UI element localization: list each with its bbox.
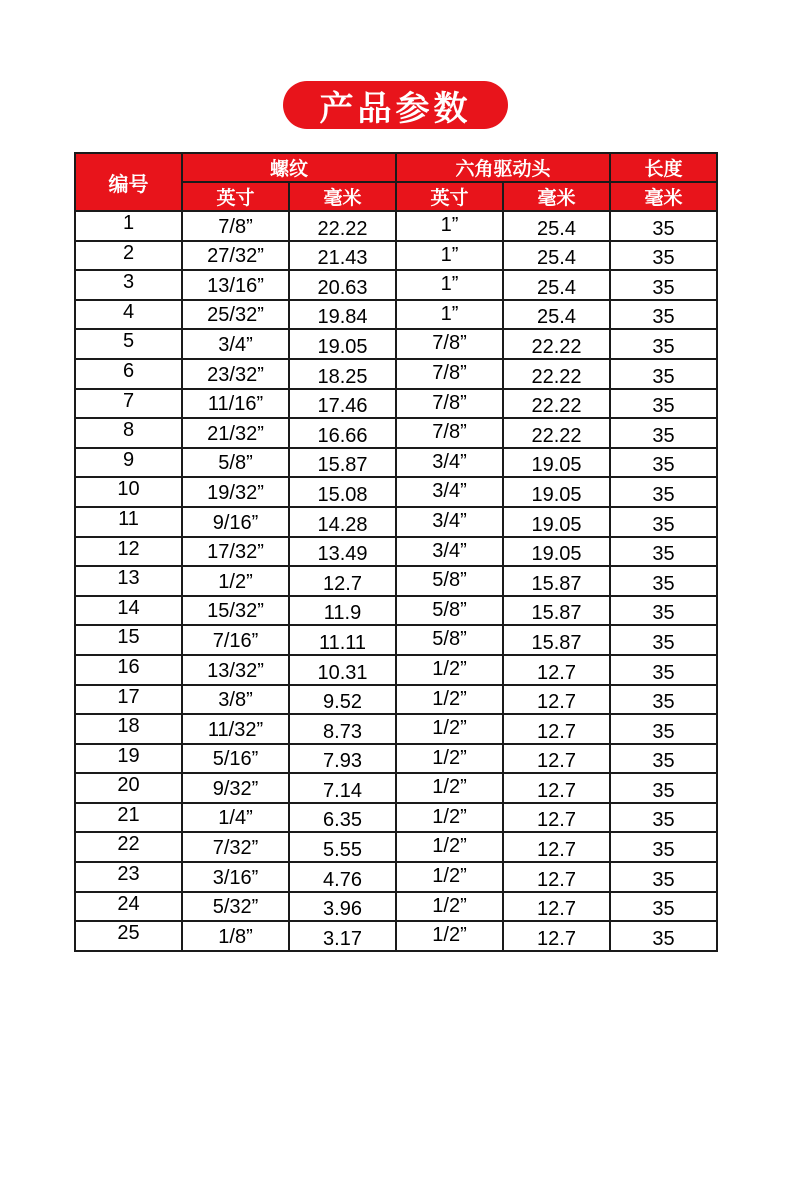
cell-id: 20 <box>75 773 182 803</box>
cell-thread-mm: 3.17 <box>289 921 396 951</box>
cell-id: 15 <box>75 625 182 655</box>
cell-drive-mm: 25.4 <box>503 300 610 330</box>
cell-drive-mm: 19.05 <box>503 477 610 507</box>
cell-drive-mm: 15.87 <box>503 596 610 626</box>
table-header <box>75 153 717 211</box>
cell-thread-mm: 12.7 <box>289 566 396 596</box>
cell-thread-mm: 6.35 <box>289 803 396 833</box>
cell-drive-mm: 12.7 <box>503 803 610 833</box>
cell-thread-mm: 3.96 <box>289 892 396 922</box>
cell-length-mm: 35 <box>610 507 717 537</box>
cell-drive-inch: 1” <box>396 270 503 300</box>
cell-drive-mm: 19.05 <box>503 537 610 567</box>
cell-drive-mm: 15.87 <box>503 566 610 596</box>
cell-length-mm: 35 <box>610 832 717 862</box>
cell-drive-mm: 22.22 <box>503 359 610 389</box>
cell-thread-inch: 21/32” <box>182 418 289 448</box>
cell-length-mm: 35 <box>610 448 717 478</box>
cell-thread-inch: 11/16” <box>182 389 289 419</box>
cell-drive-mm: 19.05 <box>503 448 610 478</box>
table-row <box>75 537 717 567</box>
cell-length-mm: 35 <box>610 359 717 389</box>
cell-drive-mm: 12.7 <box>503 862 610 892</box>
table-row <box>75 418 717 448</box>
cell-thread-mm: 10.31 <box>289 655 396 685</box>
cell-length-mm: 35 <box>610 537 717 567</box>
cell-thread-mm: 16.66 <box>289 418 396 448</box>
cell-thread-mm: 5.55 <box>289 832 396 862</box>
cell-thread-inch: 11/32” <box>182 714 289 744</box>
cell-length-mm: 35 <box>610 744 717 774</box>
cell-drive-inch: 7/8” <box>396 418 503 448</box>
cell-drive-inch: 5/8” <box>396 596 503 626</box>
header-thread: 螺纹 <box>182 153 396 182</box>
cell-drive-mm: 15.87 <box>503 625 610 655</box>
cell-drive-mm: 12.7 <box>503 832 610 862</box>
cell-length-mm: 35 <box>610 418 717 448</box>
cell-thread-inch: 5/8” <box>182 448 289 478</box>
cell-id: 24 <box>75 892 182 922</box>
cell-id: 13 <box>75 566 182 596</box>
cell-thread-inch: 5/32” <box>182 892 289 922</box>
cell-thread-mm: 14.28 <box>289 507 396 537</box>
cell-drive-inch: 1/2” <box>396 862 503 892</box>
table-row <box>75 685 717 715</box>
cell-drive-inch: 5/8” <box>396 566 503 596</box>
cell-drive-inch: 1/2” <box>396 832 503 862</box>
table-row <box>75 921 717 951</box>
cell-drive-inch: 1” <box>396 211 503 241</box>
header-drive-mm: 毫米 <box>503 182 610 211</box>
cell-id: 1 <box>75 211 182 241</box>
cell-id: 25 <box>75 921 182 951</box>
table-row <box>75 566 717 596</box>
cell-drive-inch: 7/8” <box>396 359 503 389</box>
cell-id: 17 <box>75 685 182 715</box>
cell-thread-inch: 1/8” <box>182 921 289 951</box>
cell-thread-inch: 3/16” <box>182 862 289 892</box>
cell-thread-inch: 17/32” <box>182 537 289 567</box>
cell-drive-inch: 3/4” <box>396 477 503 507</box>
cell-id: 21 <box>75 803 182 833</box>
cell-thread-mm: 13.49 <box>289 537 396 567</box>
cell-thread-mm: 19.84 <box>289 300 396 330</box>
cell-drive-mm: 25.4 <box>503 270 610 300</box>
cell-thread-mm: 8.73 <box>289 714 396 744</box>
cell-thread-inch: 1/2” <box>182 566 289 596</box>
cell-thread-mm: 21.43 <box>289 241 396 271</box>
cell-thread-inch: 7/8” <box>182 211 289 241</box>
cell-thread-inch: 13/32” <box>182 655 289 685</box>
cell-id: 22 <box>75 832 182 862</box>
cell-length-mm: 35 <box>610 566 717 596</box>
cell-id: 10 <box>75 477 182 507</box>
cell-id: 16 <box>75 655 182 685</box>
cell-id: 23 <box>75 862 182 892</box>
cell-thread-inch: 3/8” <box>182 685 289 715</box>
table-row <box>75 270 717 300</box>
cell-length-mm: 35 <box>610 714 717 744</box>
cell-length-mm: 35 <box>610 921 717 951</box>
table-row <box>75 596 717 626</box>
cell-id: 8 <box>75 418 182 448</box>
table-row <box>75 389 717 419</box>
cell-drive-inch: 3/4” <box>396 507 503 537</box>
cell-id: 5 <box>75 329 182 359</box>
cell-thread-inch: 27/32” <box>182 241 289 271</box>
cell-drive-mm: 12.7 <box>503 921 610 951</box>
cell-drive-inch: 1/2” <box>396 655 503 685</box>
cell-thread-inch: 23/32” <box>182 359 289 389</box>
cell-thread-mm: 22.22 <box>289 211 396 241</box>
cell-drive-mm: 12.7 <box>503 744 610 774</box>
cell-id: 3 <box>75 270 182 300</box>
cell-drive-mm: 22.22 <box>503 418 610 448</box>
table-row <box>75 300 717 330</box>
cell-drive-inch: 7/8” <box>396 389 503 419</box>
cell-thread-mm: 9.52 <box>289 685 396 715</box>
table-row <box>75 448 717 478</box>
table-row <box>75 329 717 359</box>
table-row <box>75 655 717 685</box>
cell-thread-inch: 13/16” <box>182 270 289 300</box>
cell-thread-inch: 7/32” <box>182 832 289 862</box>
cell-drive-inch: 1” <box>396 300 503 330</box>
cell-id: 4 <box>75 300 182 330</box>
cell-drive-mm: 22.22 <box>503 329 610 359</box>
cell-thread-mm: 4.76 <box>289 862 396 892</box>
header-thread-inch: 英寸 <box>182 182 289 211</box>
cell-thread-inch: 3/4” <box>182 329 289 359</box>
cell-drive-inch: 7/8” <box>396 329 503 359</box>
cell-thread-inch: 9/32” <box>182 773 289 803</box>
cell-thread-mm: 7.14 <box>289 773 396 803</box>
cell-drive-mm: 25.4 <box>503 241 610 271</box>
cell-length-mm: 35 <box>610 773 717 803</box>
cell-thread-inch: 15/32” <box>182 596 289 626</box>
cell-length-mm: 35 <box>610 477 717 507</box>
cell-thread-inch: 9/16” <box>182 507 289 537</box>
cell-id: 19 <box>75 744 182 774</box>
cell-drive-inch: 1/2” <box>396 714 503 744</box>
header-drive-inch: 英寸 <box>396 182 503 211</box>
cell-drive-inch: 1/2” <box>396 803 503 833</box>
cell-thread-mm: 15.08 <box>289 477 396 507</box>
table-row <box>75 477 717 507</box>
table-row <box>75 773 717 803</box>
table-row <box>75 862 717 892</box>
cell-drive-mm: 22.22 <box>503 389 610 419</box>
table-row <box>75 714 717 744</box>
cell-length-mm: 35 <box>610 685 717 715</box>
header-length: 长度 <box>610 153 717 182</box>
header-length-mm: 毫米 <box>610 182 717 211</box>
page-title: 产品参数 <box>283 81 508 129</box>
cell-thread-mm: 11.11 <box>289 625 396 655</box>
cell-thread-mm: 11.9 <box>289 596 396 626</box>
cell-thread-mm: 18.25 <box>289 359 396 389</box>
cell-thread-mm: 15.87 <box>289 448 396 478</box>
table-row <box>75 507 717 537</box>
table-row <box>75 744 717 774</box>
cell-length-mm: 35 <box>610 655 717 685</box>
cell-thread-inch: 1/4” <box>182 803 289 833</box>
cell-thread-mm: 19.05 <box>289 329 396 359</box>
cell-length-mm: 35 <box>610 389 717 419</box>
cell-id: 12 <box>75 537 182 567</box>
table-row <box>75 359 717 389</box>
cell-id: 9 <box>75 448 182 478</box>
cell-drive-mm: 19.05 <box>503 507 610 537</box>
cell-drive-mm: 12.7 <box>503 892 610 922</box>
table-row <box>75 892 717 922</box>
cell-drive-mm: 12.7 <box>503 685 610 715</box>
cell-thread-inch: 25/32” <box>182 300 289 330</box>
cell-drive-mm: 12.7 <box>503 655 610 685</box>
table-row <box>75 241 717 271</box>
cell-length-mm: 35 <box>610 211 717 241</box>
cell-id: 11 <box>75 507 182 537</box>
cell-length-mm: 35 <box>610 892 717 922</box>
cell-drive-inch: 3/4” <box>396 537 503 567</box>
cell-length-mm: 35 <box>610 596 717 626</box>
cell-drive-mm: 12.7 <box>503 714 610 744</box>
cell-drive-inch: 5/8” <box>396 625 503 655</box>
table-row <box>75 625 717 655</box>
cell-drive-inch: 1/2” <box>396 892 503 922</box>
cell-id: 6 <box>75 359 182 389</box>
cell-length-mm: 35 <box>610 803 717 833</box>
cell-drive-inch: 1/2” <box>396 773 503 803</box>
cell-thread-inch: 7/16” <box>182 625 289 655</box>
cell-length-mm: 35 <box>610 625 717 655</box>
header-thread-mm: 毫米 <box>289 182 396 211</box>
cell-length-mm: 35 <box>610 270 717 300</box>
table-row <box>75 211 717 241</box>
cell-thread-mm: 7.93 <box>289 744 396 774</box>
cell-id: 18 <box>75 714 182 744</box>
cell-id: 7 <box>75 389 182 419</box>
cell-drive-inch: 1/2” <box>396 685 503 715</box>
cell-drive-inch: 3/4” <box>396 448 503 478</box>
header-hex-drive: 六角驱动头 <box>396 153 610 182</box>
cell-drive-inch: 1” <box>396 241 503 271</box>
cell-drive-inch: 1/2” <box>396 744 503 774</box>
cell-drive-inch: 1/2” <box>396 921 503 951</box>
cell-thread-inch: 5/16” <box>182 744 289 774</box>
cell-drive-mm: 12.7 <box>503 773 610 803</box>
table-row <box>75 803 717 833</box>
cell-length-mm: 35 <box>610 329 717 359</box>
cell-length-mm: 35 <box>610 862 717 892</box>
cell-thread-inch: 19/32” <box>182 477 289 507</box>
cell-drive-mm: 25.4 <box>503 211 610 241</box>
cell-length-mm: 35 <box>610 300 717 330</box>
cell-length-mm: 35 <box>610 241 717 271</box>
cell-id: 2 <box>75 241 182 271</box>
cell-id: 14 <box>75 596 182 626</box>
table-body <box>75 211 717 951</box>
cell-thread-mm: 17.46 <box>289 389 396 419</box>
cell-thread-mm: 20.63 <box>289 270 396 300</box>
product-params-table <box>74 152 718 952</box>
table-row <box>75 832 717 862</box>
header-id: 编号 <box>75 153 182 211</box>
